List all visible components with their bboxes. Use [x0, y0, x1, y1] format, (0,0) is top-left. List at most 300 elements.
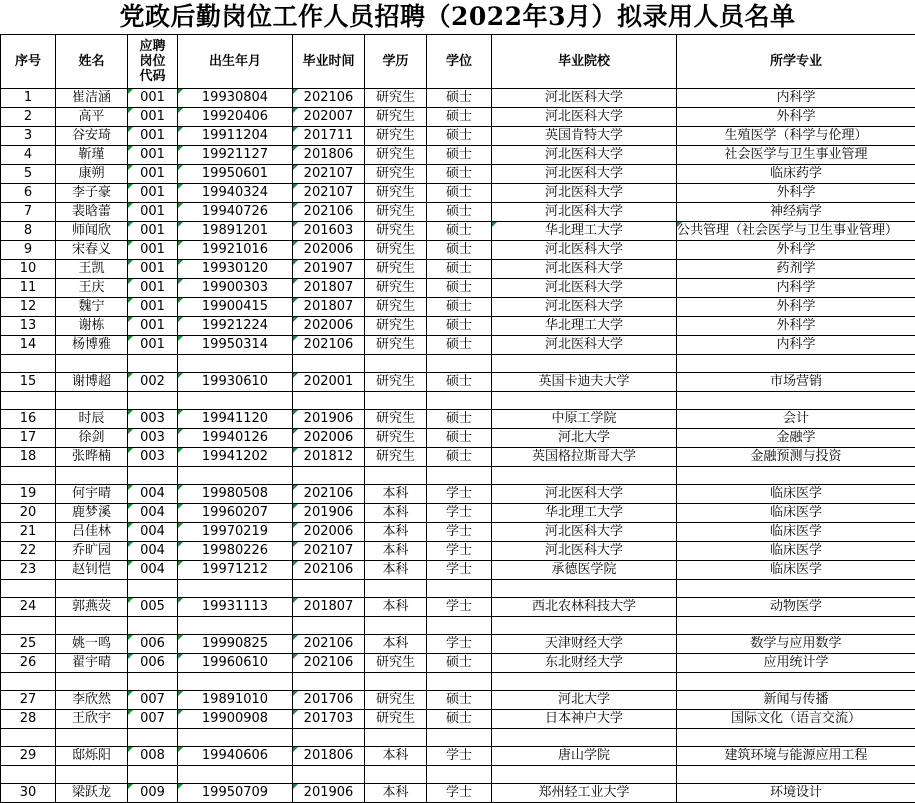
cell-birth-date[interactable]: 19980226: [178, 542, 293, 561]
cell-degree[interactable]: 硕士: [427, 241, 492, 260]
cell-education[interactable]: 本科: [365, 635, 427, 654]
cell-degree[interactable]: 硕士: [427, 654, 492, 673]
empty-cell[interactable]: [1, 467, 56, 485]
cell-education[interactable]: 研究生: [365, 222, 427, 241]
empty-cell[interactable]: [56, 673, 128, 691]
header-cell-position-code[interactable]: 应聘岗位代码: [128, 35, 178, 89]
cell-name[interactable]: 梁跃龙: [56, 784, 128, 803]
cell-major[interactable]: 公共管理（社会医学与卫生事业管理）: [677, 222, 915, 241]
cell-major[interactable]: 生殖医学（科学与伦理）: [677, 127, 915, 146]
cell-index[interactable]: 1: [1, 89, 56, 108]
empty-cell[interactable]: [1, 617, 56, 635]
cell-school[interactable]: 承德医学院: [492, 561, 677, 580]
empty-cell[interactable]: [128, 467, 178, 485]
empty-cell[interactable]: [677, 673, 915, 691]
cell-position-code[interactable]: 006: [128, 635, 178, 654]
cell-position-code[interactable]: 005: [128, 598, 178, 617]
cell-degree[interactable]: 硕士: [427, 260, 492, 279]
cell-school[interactable]: 郑州轻工业大学: [492, 784, 677, 803]
empty-cell[interactable]: [293, 467, 365, 485]
cell-position-code[interactable]: 003: [128, 410, 178, 429]
cell-position-code[interactable]: 008: [128, 747, 178, 766]
cell-education[interactable]: 研究生: [365, 654, 427, 673]
cell-major[interactable]: 外科学: [677, 317, 915, 336]
cell-graduation-date[interactable]: 202106: [293, 635, 365, 654]
cell-position-code[interactable]: 001: [128, 165, 178, 184]
cell-major[interactable]: 动物医学: [677, 598, 915, 617]
cell-major[interactable]: 神经病学: [677, 203, 915, 222]
cell-birth-date[interactable]: 19931113: [178, 598, 293, 617]
cell-school[interactable]: 河北医科大学: [492, 336, 677, 355]
cell-name[interactable]: 徐剑: [56, 429, 128, 448]
empty-cell[interactable]: [427, 766, 492, 784]
cell-name[interactable]: 裴晗蕾: [56, 203, 128, 222]
cell-graduation-date[interactable]: 202106: [293, 89, 365, 108]
empty-cell[interactable]: [128, 580, 178, 598]
cell-school[interactable]: 华北理工大学: [492, 317, 677, 336]
cell-degree[interactable]: 学士: [427, 561, 492, 580]
cell-major[interactable]: 临床医学: [677, 542, 915, 561]
empty-cell[interactable]: [128, 392, 178, 410]
cell-graduation-date[interactable]: 201806: [293, 747, 365, 766]
cell-education[interactable]: 研究生: [365, 108, 427, 127]
empty-cell[interactable]: [1, 673, 56, 691]
cell-school[interactable]: 东北财经大学: [492, 654, 677, 673]
cell-education[interactable]: 研究生: [365, 336, 427, 355]
cell-school[interactable]: 河北医科大学: [492, 108, 677, 127]
cell-index[interactable]: 27: [1, 691, 56, 710]
cell-index[interactable]: 23: [1, 561, 56, 580]
cell-education[interactable]: 本科: [365, 784, 427, 803]
cell-major[interactable]: 国际文化（语言交流）: [677, 710, 915, 729]
cell-graduation-date[interactable]: 201807: [293, 598, 365, 617]
empty-cell[interactable]: [492, 580, 677, 598]
empty-cell[interactable]: [56, 617, 128, 635]
cell-degree[interactable]: 硕士: [427, 222, 492, 241]
cell-graduation-date[interactable]: 202106: [293, 561, 365, 580]
cell-graduation-date[interactable]: 202106: [293, 485, 365, 504]
cell-position-code[interactable]: 004: [128, 504, 178, 523]
empty-cell[interactable]: [427, 673, 492, 691]
cell-index[interactable]: 11: [1, 279, 56, 298]
cell-graduation-date[interactable]: 202106: [293, 336, 365, 355]
cell-degree[interactable]: 硕士: [427, 279, 492, 298]
cell-education[interactable]: 研究生: [365, 429, 427, 448]
cell-position-code[interactable]: 001: [128, 108, 178, 127]
cell-degree[interactable]: 学士: [427, 784, 492, 803]
empty-cell[interactable]: [178, 392, 293, 410]
cell-education[interactable]: 研究生: [365, 298, 427, 317]
cell-birth-date[interactable]: 19891010: [178, 691, 293, 710]
cell-index[interactable]: 30: [1, 784, 56, 803]
cell-education[interactable]: 本科: [365, 485, 427, 504]
cell-education[interactable]: 研究生: [365, 710, 427, 729]
cell-birth-date[interactable]: 19990825: [178, 635, 293, 654]
cell-school[interactable]: 河北大学: [492, 429, 677, 448]
cell-major[interactable]: 金融学: [677, 429, 915, 448]
empty-cell[interactable]: [56, 392, 128, 410]
empty-cell[interactable]: [365, 355, 427, 373]
empty-cell[interactable]: [56, 355, 128, 373]
cell-degree[interactable]: 硕士: [427, 298, 492, 317]
cell-index[interactable]: 3: [1, 127, 56, 146]
empty-cell[interactable]: [677, 617, 915, 635]
cell-name[interactable]: 翟宇晴: [56, 654, 128, 673]
cell-position-code[interactable]: 001: [128, 222, 178, 241]
cell-name[interactable]: 崔洁涵: [56, 89, 128, 108]
cell-major[interactable]: 临床医学: [677, 561, 915, 580]
empty-cell[interactable]: [365, 392, 427, 410]
cell-major[interactable]: 环境设计: [677, 784, 915, 803]
cell-graduation-date[interactable]: 201906: [293, 784, 365, 803]
cell-name[interactable]: 杨博雅: [56, 336, 128, 355]
cell-education[interactable]: 研究生: [365, 373, 427, 392]
cell-index[interactable]: 29: [1, 747, 56, 766]
empty-cell[interactable]: [492, 467, 677, 485]
cell-school[interactable]: 华北理工大学: [492, 222, 677, 241]
empty-cell[interactable]: [365, 673, 427, 691]
cell-school[interactable]: 日本神户大学: [492, 710, 677, 729]
cell-school[interactable]: 河北医科大学: [492, 485, 677, 504]
cell-school[interactable]: 河北医科大学: [492, 184, 677, 203]
cell-graduation-date[interactable]: 202001: [293, 373, 365, 392]
cell-birth-date[interactable]: 19950601: [178, 165, 293, 184]
cell-major[interactable]: 社会医学与卫生事业管理: [677, 146, 915, 165]
cell-index[interactable]: 9: [1, 241, 56, 260]
empty-cell[interactable]: [492, 355, 677, 373]
empty-cell[interactable]: [427, 355, 492, 373]
cell-birth-date[interactable]: 19980508: [178, 485, 293, 504]
cell-education[interactable]: 本科: [365, 561, 427, 580]
cell-birth-date[interactable]: 19921016: [178, 241, 293, 260]
empty-cell[interactable]: [178, 673, 293, 691]
cell-index[interactable]: 26: [1, 654, 56, 673]
cell-major[interactable]: 市场营销: [677, 373, 915, 392]
empty-cell[interactable]: [677, 392, 915, 410]
cell-education[interactable]: 本科: [365, 598, 427, 617]
empty-cell[interactable]: [492, 729, 677, 747]
cell-birth-date[interactable]: 19930120: [178, 260, 293, 279]
cell-degree[interactable]: 硕士: [427, 165, 492, 184]
cell-index[interactable]: 4: [1, 146, 56, 165]
header-cell-education[interactable]: 学历: [365, 35, 427, 89]
cell-position-code[interactable]: 009: [128, 784, 178, 803]
cell-graduation-date[interactable]: 201807: [293, 279, 365, 298]
cell-name[interactable]: 谢栋: [56, 317, 128, 336]
cell-degree[interactable]: 硕士: [427, 317, 492, 336]
cell-education[interactable]: 研究生: [365, 203, 427, 222]
cell-birth-date[interactable]: 19960207: [178, 504, 293, 523]
cell-index[interactable]: 22: [1, 542, 56, 561]
cell-name[interactable]: 李欣然: [56, 691, 128, 710]
empty-cell[interactable]: [492, 766, 677, 784]
cell-graduation-date[interactable]: 201906: [293, 410, 365, 429]
cell-school[interactable]: 华北理工大学: [492, 504, 677, 523]
cell-degree[interactable]: 硕士: [427, 410, 492, 429]
cell-position-code[interactable]: 004: [128, 542, 178, 561]
cell-graduation-date[interactable]: 202006: [293, 429, 365, 448]
cell-school[interactable]: 西北农林科技大学: [492, 598, 677, 617]
empty-cell[interactable]: [365, 729, 427, 747]
empty-cell[interactable]: [1, 355, 56, 373]
cell-graduation-date[interactable]: 201807: [293, 298, 365, 317]
cell-graduation-date[interactable]: 201812: [293, 448, 365, 467]
empty-cell[interactable]: [1, 766, 56, 784]
empty-cell[interactable]: [677, 766, 915, 784]
cell-index[interactable]: 20: [1, 504, 56, 523]
cell-name[interactable]: 魏宁: [56, 298, 128, 317]
cell-degree[interactable]: 硕士: [427, 108, 492, 127]
cell-degree[interactable]: 学士: [427, 598, 492, 617]
cell-position-code[interactable]: 006: [128, 654, 178, 673]
empty-cell[interactable]: [365, 617, 427, 635]
cell-birth-date[interactable]: 19911204: [178, 127, 293, 146]
empty-cell[interactable]: [427, 729, 492, 747]
cell-school[interactable]: 河北大学: [492, 691, 677, 710]
cell-position-code[interactable]: 001: [128, 89, 178, 108]
cell-birth-date[interactable]: 19920406: [178, 108, 293, 127]
cell-birth-date[interactable]: 19941202: [178, 448, 293, 467]
cell-degree[interactable]: 硕士: [427, 203, 492, 222]
cell-graduation-date[interactable]: 202107: [293, 542, 365, 561]
empty-cell[interactable]: [293, 355, 365, 373]
cell-school[interactable]: 河北医科大学: [492, 298, 677, 317]
cell-graduation-date[interactable]: 202106: [293, 654, 365, 673]
cell-major[interactable]: 应用统计学: [677, 654, 915, 673]
empty-cell[interactable]: [293, 617, 365, 635]
empty-cell[interactable]: [293, 392, 365, 410]
cell-position-code[interactable]: 001: [128, 317, 178, 336]
cell-birth-date[interactable]: 19921127: [178, 146, 293, 165]
cell-education[interactable]: 本科: [365, 542, 427, 561]
cell-graduation-date[interactable]: 201907: [293, 260, 365, 279]
empty-cell[interactable]: [56, 467, 128, 485]
cell-name[interactable]: 王欣宇: [56, 710, 128, 729]
cell-graduation-date[interactable]: 202106: [293, 203, 365, 222]
cell-school[interactable]: 中原工学院: [492, 410, 677, 429]
cell-name[interactable]: 乔旷园: [56, 542, 128, 561]
cell-birth-date[interactable]: 19940324: [178, 184, 293, 203]
cell-major[interactable]: 临床医学: [677, 485, 915, 504]
cell-education[interactable]: 研究生: [365, 146, 427, 165]
cell-index[interactable]: 12: [1, 298, 56, 317]
empty-cell[interactable]: [492, 673, 677, 691]
empty-cell[interactable]: [56, 580, 128, 598]
header-cell-degree[interactable]: 学位: [427, 35, 492, 89]
cell-education[interactable]: 研究生: [365, 691, 427, 710]
cell-major[interactable]: 外科学: [677, 298, 915, 317]
cell-major[interactable]: 外科学: [677, 241, 915, 260]
cell-degree[interactable]: 学士: [427, 542, 492, 561]
empty-cell[interactable]: [1, 392, 56, 410]
empty-cell[interactable]: [492, 392, 677, 410]
cell-position-code[interactable]: 002: [128, 373, 178, 392]
cell-index[interactable]: 2: [1, 108, 56, 127]
cell-graduation-date[interactable]: 202107: [293, 184, 365, 203]
empty-cell[interactable]: [128, 729, 178, 747]
empty-cell[interactable]: [128, 673, 178, 691]
empty-cell[interactable]: [427, 467, 492, 485]
cell-school[interactable]: 河北医科大学: [492, 89, 677, 108]
cell-index[interactable]: 25: [1, 635, 56, 654]
cell-major[interactable]: 新闻与传播: [677, 691, 915, 710]
empty-cell[interactable]: [293, 766, 365, 784]
empty-cell[interactable]: [178, 617, 293, 635]
cell-name[interactable]: 谷安琦: [56, 127, 128, 146]
cell-education[interactable]: 研究生: [365, 260, 427, 279]
cell-school[interactable]: 河北医科大学: [492, 203, 677, 222]
empty-cell[interactable]: [427, 580, 492, 598]
empty-cell[interactable]: [178, 355, 293, 373]
cell-birth-date[interactable]: 19900415: [178, 298, 293, 317]
cell-birth-date[interactable]: 19891201: [178, 222, 293, 241]
cell-school[interactable]: 河北医科大学: [492, 260, 677, 279]
cell-education[interactable]: 研究生: [365, 127, 427, 146]
empty-cell[interactable]: [293, 729, 365, 747]
cell-school[interactable]: 英国卡迪夫大学: [492, 373, 677, 392]
cell-birth-date[interactable]: 19930804: [178, 89, 293, 108]
empty-cell[interactable]: [365, 580, 427, 598]
cell-birth-date[interactable]: 19940126: [178, 429, 293, 448]
cell-education[interactable]: 本科: [365, 523, 427, 542]
cell-birth-date[interactable]: 19900303: [178, 279, 293, 298]
cell-education[interactable]: 研究生: [365, 184, 427, 203]
cell-birth-date[interactable]: 19941120: [178, 410, 293, 429]
cell-school[interactable]: 唐山学院: [492, 747, 677, 766]
cell-school[interactable]: 英国肯特大学: [492, 127, 677, 146]
empty-cell[interactable]: [56, 729, 128, 747]
cell-name[interactable]: 康朔: [56, 165, 128, 184]
cell-graduation-date[interactable]: 202007: [293, 108, 365, 127]
empty-cell[interactable]: [677, 355, 915, 373]
cell-school[interactable]: 河北医科大学: [492, 523, 677, 542]
header-cell-index[interactable]: 序号: [1, 35, 56, 89]
cell-index[interactable]: 28: [1, 710, 56, 729]
empty-cell[interactable]: [492, 617, 677, 635]
cell-school[interactable]: 河北医科大学: [492, 542, 677, 561]
cell-name[interactable]: 高平: [56, 108, 128, 127]
empty-cell[interactable]: [178, 580, 293, 598]
cell-index[interactable]: 21: [1, 523, 56, 542]
header-cell-birth-date[interactable]: 出生年月: [178, 35, 293, 89]
cell-birth-date[interactable]: 19921224: [178, 317, 293, 336]
cell-index[interactable]: 8: [1, 222, 56, 241]
cell-graduation-date[interactable]: 202006: [293, 523, 365, 542]
cell-major[interactable]: 药剂学: [677, 260, 915, 279]
cell-education[interactable]: 本科: [365, 504, 427, 523]
cell-name[interactable]: 何宇晴: [56, 485, 128, 504]
cell-position-code[interactable]: 003: [128, 429, 178, 448]
empty-cell[interactable]: [128, 355, 178, 373]
cell-index[interactable]: 17: [1, 429, 56, 448]
empty-cell[interactable]: [56, 766, 128, 784]
header-cell-name[interactable]: 姓名: [56, 35, 128, 89]
cell-graduation-date[interactable]: 201703: [293, 710, 365, 729]
cell-major[interactable]: 内科学: [677, 89, 915, 108]
header-cell-graduation-date[interactable]: 毕业时间: [293, 35, 365, 89]
cell-major[interactable]: 临床药学: [677, 165, 915, 184]
cell-name[interactable]: 吕佳林: [56, 523, 128, 542]
cell-position-code[interactable]: 001: [128, 146, 178, 165]
cell-name[interactable]: 王庆: [56, 279, 128, 298]
cell-position-code[interactable]: 001: [128, 184, 178, 203]
cell-degree[interactable]: 学士: [427, 504, 492, 523]
cell-position-code[interactable]: 001: [128, 336, 178, 355]
cell-degree[interactable]: 学士: [427, 485, 492, 504]
cell-name[interactable]: 谢博超: [56, 373, 128, 392]
cell-index[interactable]: 7: [1, 203, 56, 222]
cell-school[interactable]: 英国格拉斯哥大学: [492, 448, 677, 467]
cell-major[interactable]: 临床医学: [677, 523, 915, 542]
cell-index[interactable]: 18: [1, 448, 56, 467]
cell-birth-date[interactable]: 19940726: [178, 203, 293, 222]
empty-cell[interactable]: [178, 467, 293, 485]
cell-birth-date[interactable]: 19950709: [178, 784, 293, 803]
cell-school[interactable]: 河北医科大学: [492, 146, 677, 165]
cell-index[interactable]: 15: [1, 373, 56, 392]
cell-major[interactable]: 金融预测与投资: [677, 448, 915, 467]
cell-index[interactable]: 6: [1, 184, 56, 203]
empty-cell[interactable]: [293, 673, 365, 691]
cell-degree[interactable]: 硕士: [427, 448, 492, 467]
empty-cell[interactable]: [365, 467, 427, 485]
empty-cell[interactable]: [1, 729, 56, 747]
cell-name[interactable]: 赵钊恺: [56, 561, 128, 580]
cell-education[interactable]: 研究生: [365, 279, 427, 298]
empty-cell[interactable]: [677, 580, 915, 598]
cell-graduation-date[interactable]: 201806: [293, 146, 365, 165]
cell-graduation-date[interactable]: 201906: [293, 504, 365, 523]
cell-index[interactable]: 16: [1, 410, 56, 429]
empty-cell[interactable]: [128, 617, 178, 635]
cell-degree[interactable]: 学士: [427, 635, 492, 654]
cell-position-code[interactable]: 001: [128, 127, 178, 146]
empty-cell[interactable]: [178, 729, 293, 747]
empty-cell[interactable]: [293, 580, 365, 598]
cell-position-code[interactable]: 001: [128, 260, 178, 279]
cell-position-code[interactable]: 004: [128, 561, 178, 580]
cell-degree[interactable]: 硕士: [427, 146, 492, 165]
cell-birth-date[interactable]: 19900908: [178, 710, 293, 729]
cell-education[interactable]: 研究生: [365, 241, 427, 260]
cell-name[interactable]: 宋春义: [56, 241, 128, 260]
cell-position-code[interactable]: 007: [128, 691, 178, 710]
empty-cell[interactable]: [677, 467, 915, 485]
cell-birth-date[interactable]: 19971212: [178, 561, 293, 580]
cell-index[interactable]: 13: [1, 317, 56, 336]
cell-graduation-date[interactable]: 201603: [293, 222, 365, 241]
header-cell-major[interactable]: 所学专业: [677, 35, 915, 89]
cell-education[interactable]: 研究生: [365, 448, 427, 467]
empty-cell[interactable]: [128, 766, 178, 784]
cell-name[interactable]: 鹿梦溪: [56, 504, 128, 523]
cell-education[interactable]: 研究生: [365, 89, 427, 108]
cell-index[interactable]: 10: [1, 260, 56, 279]
empty-cell[interactable]: [427, 617, 492, 635]
cell-name[interactable]: 邸烁阳: [56, 747, 128, 766]
cell-degree[interactable]: 硕士: [427, 429, 492, 448]
cell-position-code[interactable]: 001: [128, 279, 178, 298]
cell-birth-date[interactable]: 19940606: [178, 747, 293, 766]
cell-major[interactable]: 数学与应用数学: [677, 635, 915, 654]
cell-major[interactable]: 建筑环境与能源应用工程: [677, 747, 915, 766]
cell-birth-date[interactable]: 19970219: [178, 523, 293, 542]
cell-degree[interactable]: 硕士: [427, 184, 492, 203]
cell-position-code[interactable]: 001: [128, 298, 178, 317]
cell-major[interactable]: 内科学: [677, 336, 915, 355]
cell-education[interactable]: 研究生: [365, 165, 427, 184]
cell-birth-date[interactable]: 19930610: [178, 373, 293, 392]
